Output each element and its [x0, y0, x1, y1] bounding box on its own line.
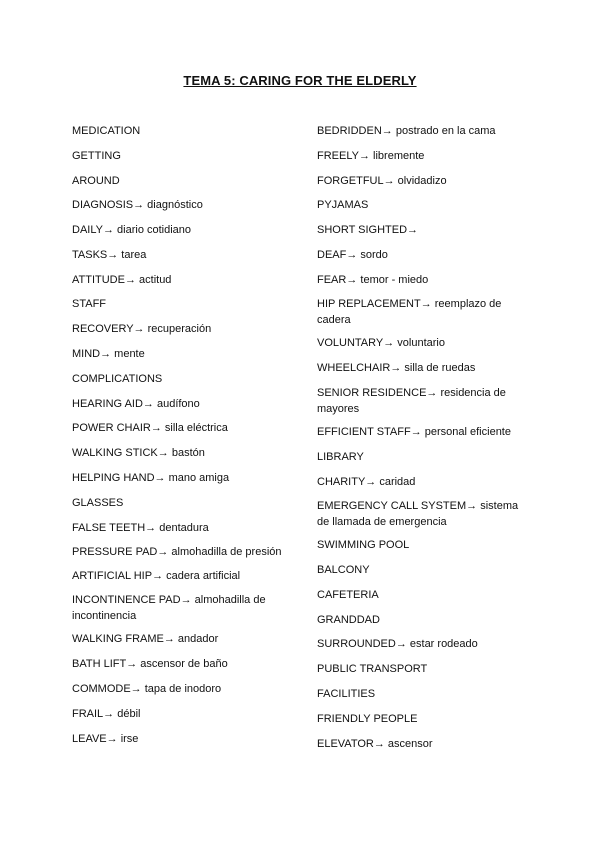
vocab-item: EFFICIENT STAFF→ personal eficiente — [317, 426, 511, 438]
vocab-item: COMMODE→ tapa de inodoro — [72, 683, 222, 695]
vocab-item: FORGETFUL→ olvidadizo — [317, 174, 447, 187]
vocab-item: SHORT SIGHTED→ — [317, 224, 419, 237]
vocab-item: COMPLICATIONS — [72, 372, 163, 385]
vocab-item: WHEELCHAIR→ silla de ruedas — [317, 362, 476, 375]
vocab-item: HEARING AID→ audífono — [72, 397, 200, 410]
vocab-item: WALKING FRAME→ andador — [72, 633, 219, 646]
vocab-item: LEAVE→ irse — [72, 732, 139, 745]
vocab-list-left — [72, 124, 287, 756]
vocab-item: CHARITY→ caridad — [317, 475, 416, 488]
vocab-item: FREELY→ libremente — [317, 149, 425, 162]
vocab-item: ELEVATOR→ ascensor — [317, 737, 433, 750]
vocab-item: BATH LIFT→ ascensor de baño — [72, 658, 228, 671]
vocab-item: MIND→ mente — [72, 348, 145, 361]
vocab-item: VOLUNTARY→ voluntario — [317, 337, 445, 350]
vocab-item: DIAGNOSIS→ diagnóstico — [72, 199, 203, 212]
vocab-item: BEDRIDDEN→ postrado en la cama — [317, 125, 496, 137]
vocab-item: FRAIL→ débil — [72, 707, 141, 720]
vocab-item: FALSE TEETH→ dentadura — [72, 521, 209, 534]
vocab-item: INCONTINENCE PAD→ almohadilla de incontinencia — [72, 594, 266, 623]
vocab-item: LIBRARY — [317, 450, 364, 463]
vocab-item: GRANDDAD — [317, 613, 380, 626]
vocab-item: SWIMMING POOL — [317, 539, 410, 552]
vocab-item: DEAF→ sordo — [317, 248, 388, 261]
vocab-item: SENIOR RESIDENCE→ residencia de mayores — [317, 387, 506, 415]
vocab-item: BALCONY — [317, 564, 370, 577]
vocab-item: HIP REPLACEMENT→ reemplazo de cadera — [317, 298, 502, 327]
vocab-item: MEDICATION — [72, 125, 141, 137]
vocab-list-right — [317, 124, 532, 761]
vocab-item: EMERGENCY CALL SYSTEM→ sistema de llamada de emergencia — [317, 500, 519, 528]
vocab-item: CAFETERIA — [317, 588, 379, 601]
vocab-item: ARTIFICIAL HIP→ cadera artificial — [72, 569, 241, 582]
vocab-item: FACILITIES — [317, 688, 376, 701]
vocab-item: GETTING — [72, 149, 121, 162]
vocab-item: GLASSES — [72, 496, 124, 509]
vocab-item: HELPING HAND→ mano amiga — [72, 471, 230, 484]
vocab-item: TASKS→ tarea — [72, 248, 147, 261]
vocab-item: ATTITUDE→ actitud — [72, 273, 172, 286]
vocab-item: DAILY→ diario cotidiano — [72, 224, 192, 237]
vocab-item: RECOVERY→ recuperación — [72, 323, 212, 336]
vocab-item: POWER CHAIR→ silla eléctrica — [72, 422, 228, 435]
page-title: TEMA 5: CARING FOR THE ELDERLY — [183, 73, 417, 88]
vocab-item: PYJAMAS — [317, 199, 369, 212]
vocab-item: AROUND — [72, 174, 120, 187]
vocab-item: PUBLIC TRANSPORT — [317, 663, 428, 676]
vocab-item: FRIENDLY PEOPLE — [317, 712, 418, 725]
vocab-item: FEAR→ temor - miedo — [317, 273, 429, 286]
vocab-item: STAFF — [72, 298, 107, 311]
vocab-item: WALKING STICK→ bastón — [72, 447, 205, 460]
vocab-item: SURROUNDED→ estar rodeado — [317, 638, 478, 651]
vocab-item: PRESSURE PAD→ almohadilla de presión — [72, 546, 282, 559]
